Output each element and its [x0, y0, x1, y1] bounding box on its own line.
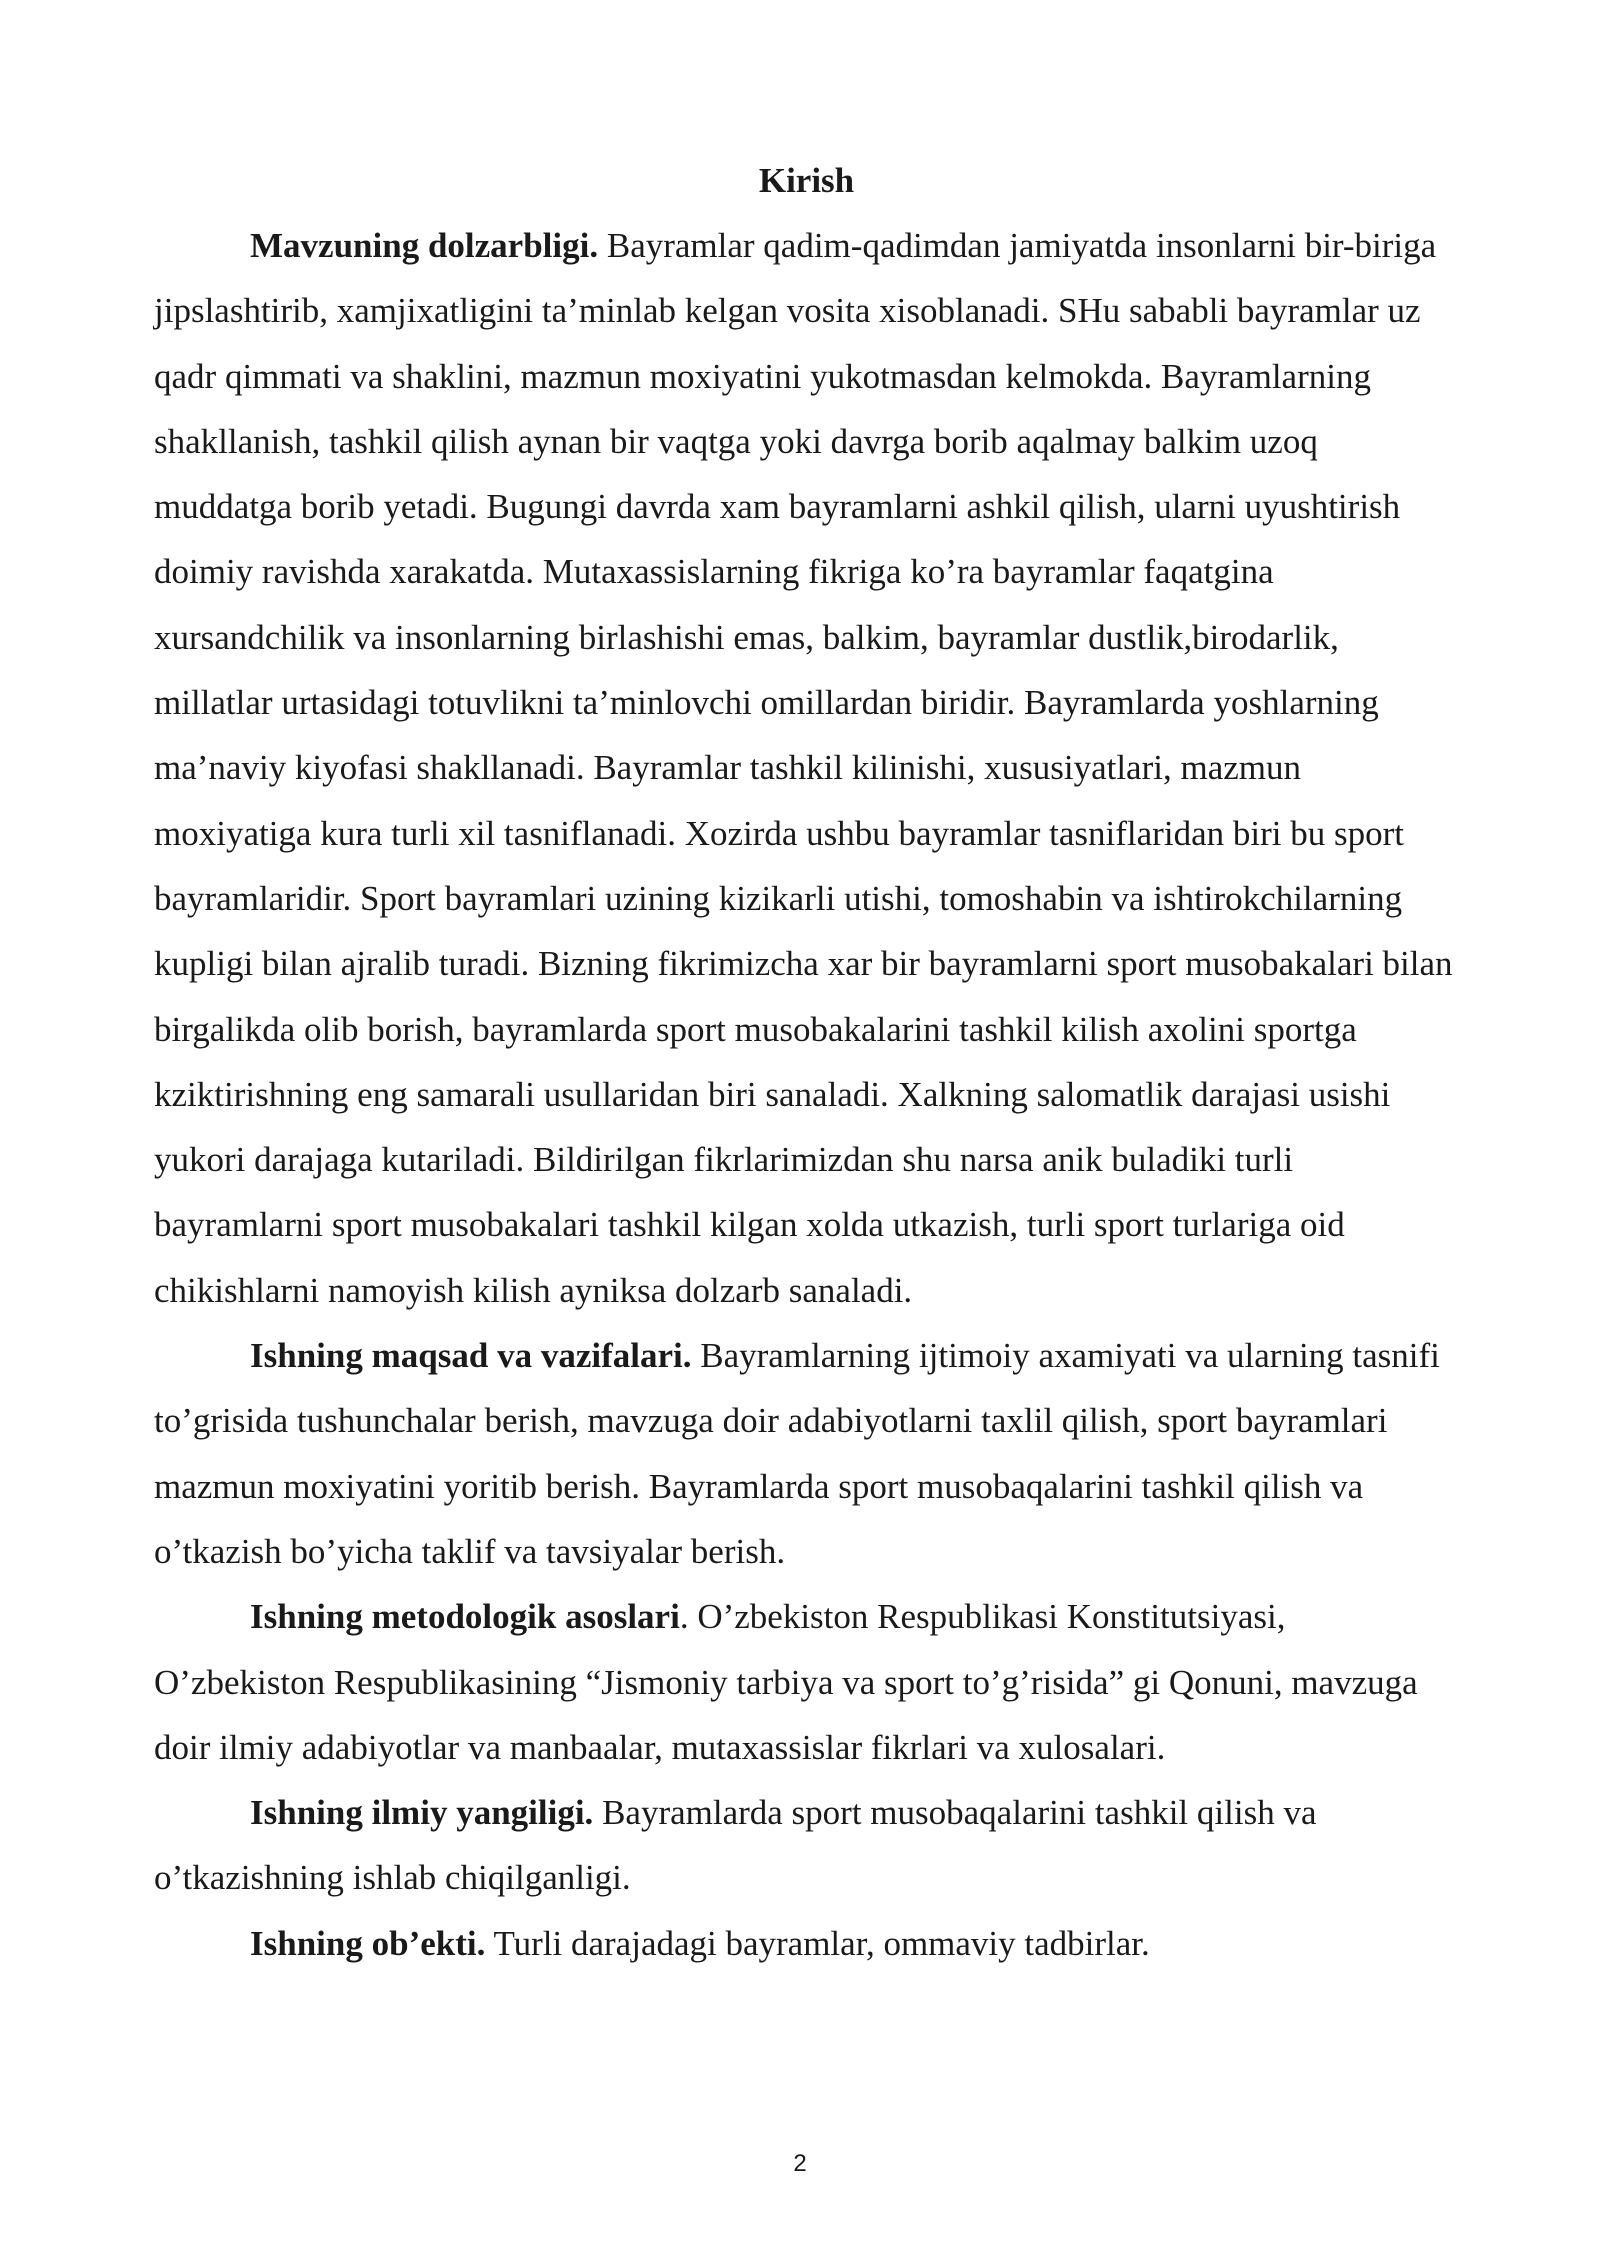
paragraph-lead: Ishning metodologik asoslari	[250, 1597, 680, 1637]
page-content	[154, 148, 1459, 1976]
paragraph-text: Bayramlarning ijtimoiy axamiyati va ularning tasnifi to’grisida tushunchalar berish, mavzuga doir adabiyotlarni taxlil qilish, sport bayramlari mazmun moxiyatini yoritib berish. Bayramlarda sport musobaqalarini tashkil qilish va o’tkazish bo’yicha taklif va tavsiyalar berish.	[154, 1336, 1440, 1571]
paragraph-text: Bayramlarda sport musobaqalarini tashkil qilish va o’tkazishning ishlab chiqilganligi.	[154, 1793, 1317, 1898]
paragraph-object	[154, 1911, 1459, 1976]
paragraph-novelty	[154, 1780, 1459, 1911]
page-number: 2	[793, 2150, 807, 2177]
paragraph-goals	[154, 1323, 1459, 1584]
paragraph-text: Bayramlar qadim-qadimdan jamiyatda insonlarni bir-biriga jipslashtirib, xamjixatligini ta’minlab kelgan vosita xisoblanadi. SHu sababli bayramlar uz qadr qimmati va shaklini, mazmun moxiyatini yukotmasdan kelmokda. Bayramlarning shakllanish, tashkil qilish aynan bir vaqtga yoki davrga borib aqalmay balkim uzoq muddatga borib yetadi. Bugungi davrda xam bayramlarni ashkil qilish, ularni uyushtirish doimiy ravishda xarakatda. Mutaxassislarning fikriga ko’ra bayramlar faqatgina xursandchilik va insonlarning birlashishi emas, balkim, bayramlar dustlik,birodarlik, millatlar urtasidagi totuvlikni ta’minlovchi omillardan biridir. Bayramlarda yoshlarning ma’naviy kiyofasi shakllanadi. Bayramlar tashkil kilinishi, xususiyatlari, mazmun moxiyatiga kura turli xil tasniflanadi. Xozirda ushbu bayramlar tasniflaridan biri bu sport bayramlaridir. Sport bayramlari uzining kizikarli utishi, tomoshabin va ishtirokchilarning kupligi bilan ajralib turadi. Bizning fikrimizcha xar bir bayramlarni sport musobakalari bilan birgalikda olib borish, bayramlarda sport musobakalarini tashkil kilish axolini sportga kziktirishning eng samarali usullaridan biri sanaladi. Xalkning salomatlik darajasi usishi yukori darajaga kutariladi. Bildirilgan fikrlarimizdan shu narsa anik buladiki turli bayramlarni sport musobakalari tashkil kilgan xolda utkazish, turli sport turlariga oid chikishlarni namoyish kilish ayniksa dolzarb sanaladi.	[154, 226, 1453, 1310]
section-title: Kirish	[758, 161, 855, 200]
paragraph-text: Turli darajadagi bayramlar, ommaviy tadbirlar.	[485, 1923, 1150, 1963]
paragraph-lead: Ishning maqsad va vazifalari.	[250, 1336, 692, 1376]
paragraph-lead: Mavzuning dolzarbligi.	[250, 226, 599, 265]
paragraph-methodology	[154, 1584, 1459, 1780]
paragraph-lead: Ishning ob’ekti.	[250, 1923, 486, 1963]
paragraph-relevance	[154, 213, 1459, 1323]
paragraph-lead: Ishning ilmiy yangiligi.	[250, 1793, 594, 1833]
paragraph-text: . O’zbekiston Respublikasi Konstitutsiyasi, O’zbekiston Respublikasining “Jismoniy tarbiya va sport to’g’risida” gi Qonuni, mavzuga doir ilmiy adabiyotlar va manbaalar, mutaxassislar fikrlari va xulosalari.	[154, 1597, 1418, 1767]
